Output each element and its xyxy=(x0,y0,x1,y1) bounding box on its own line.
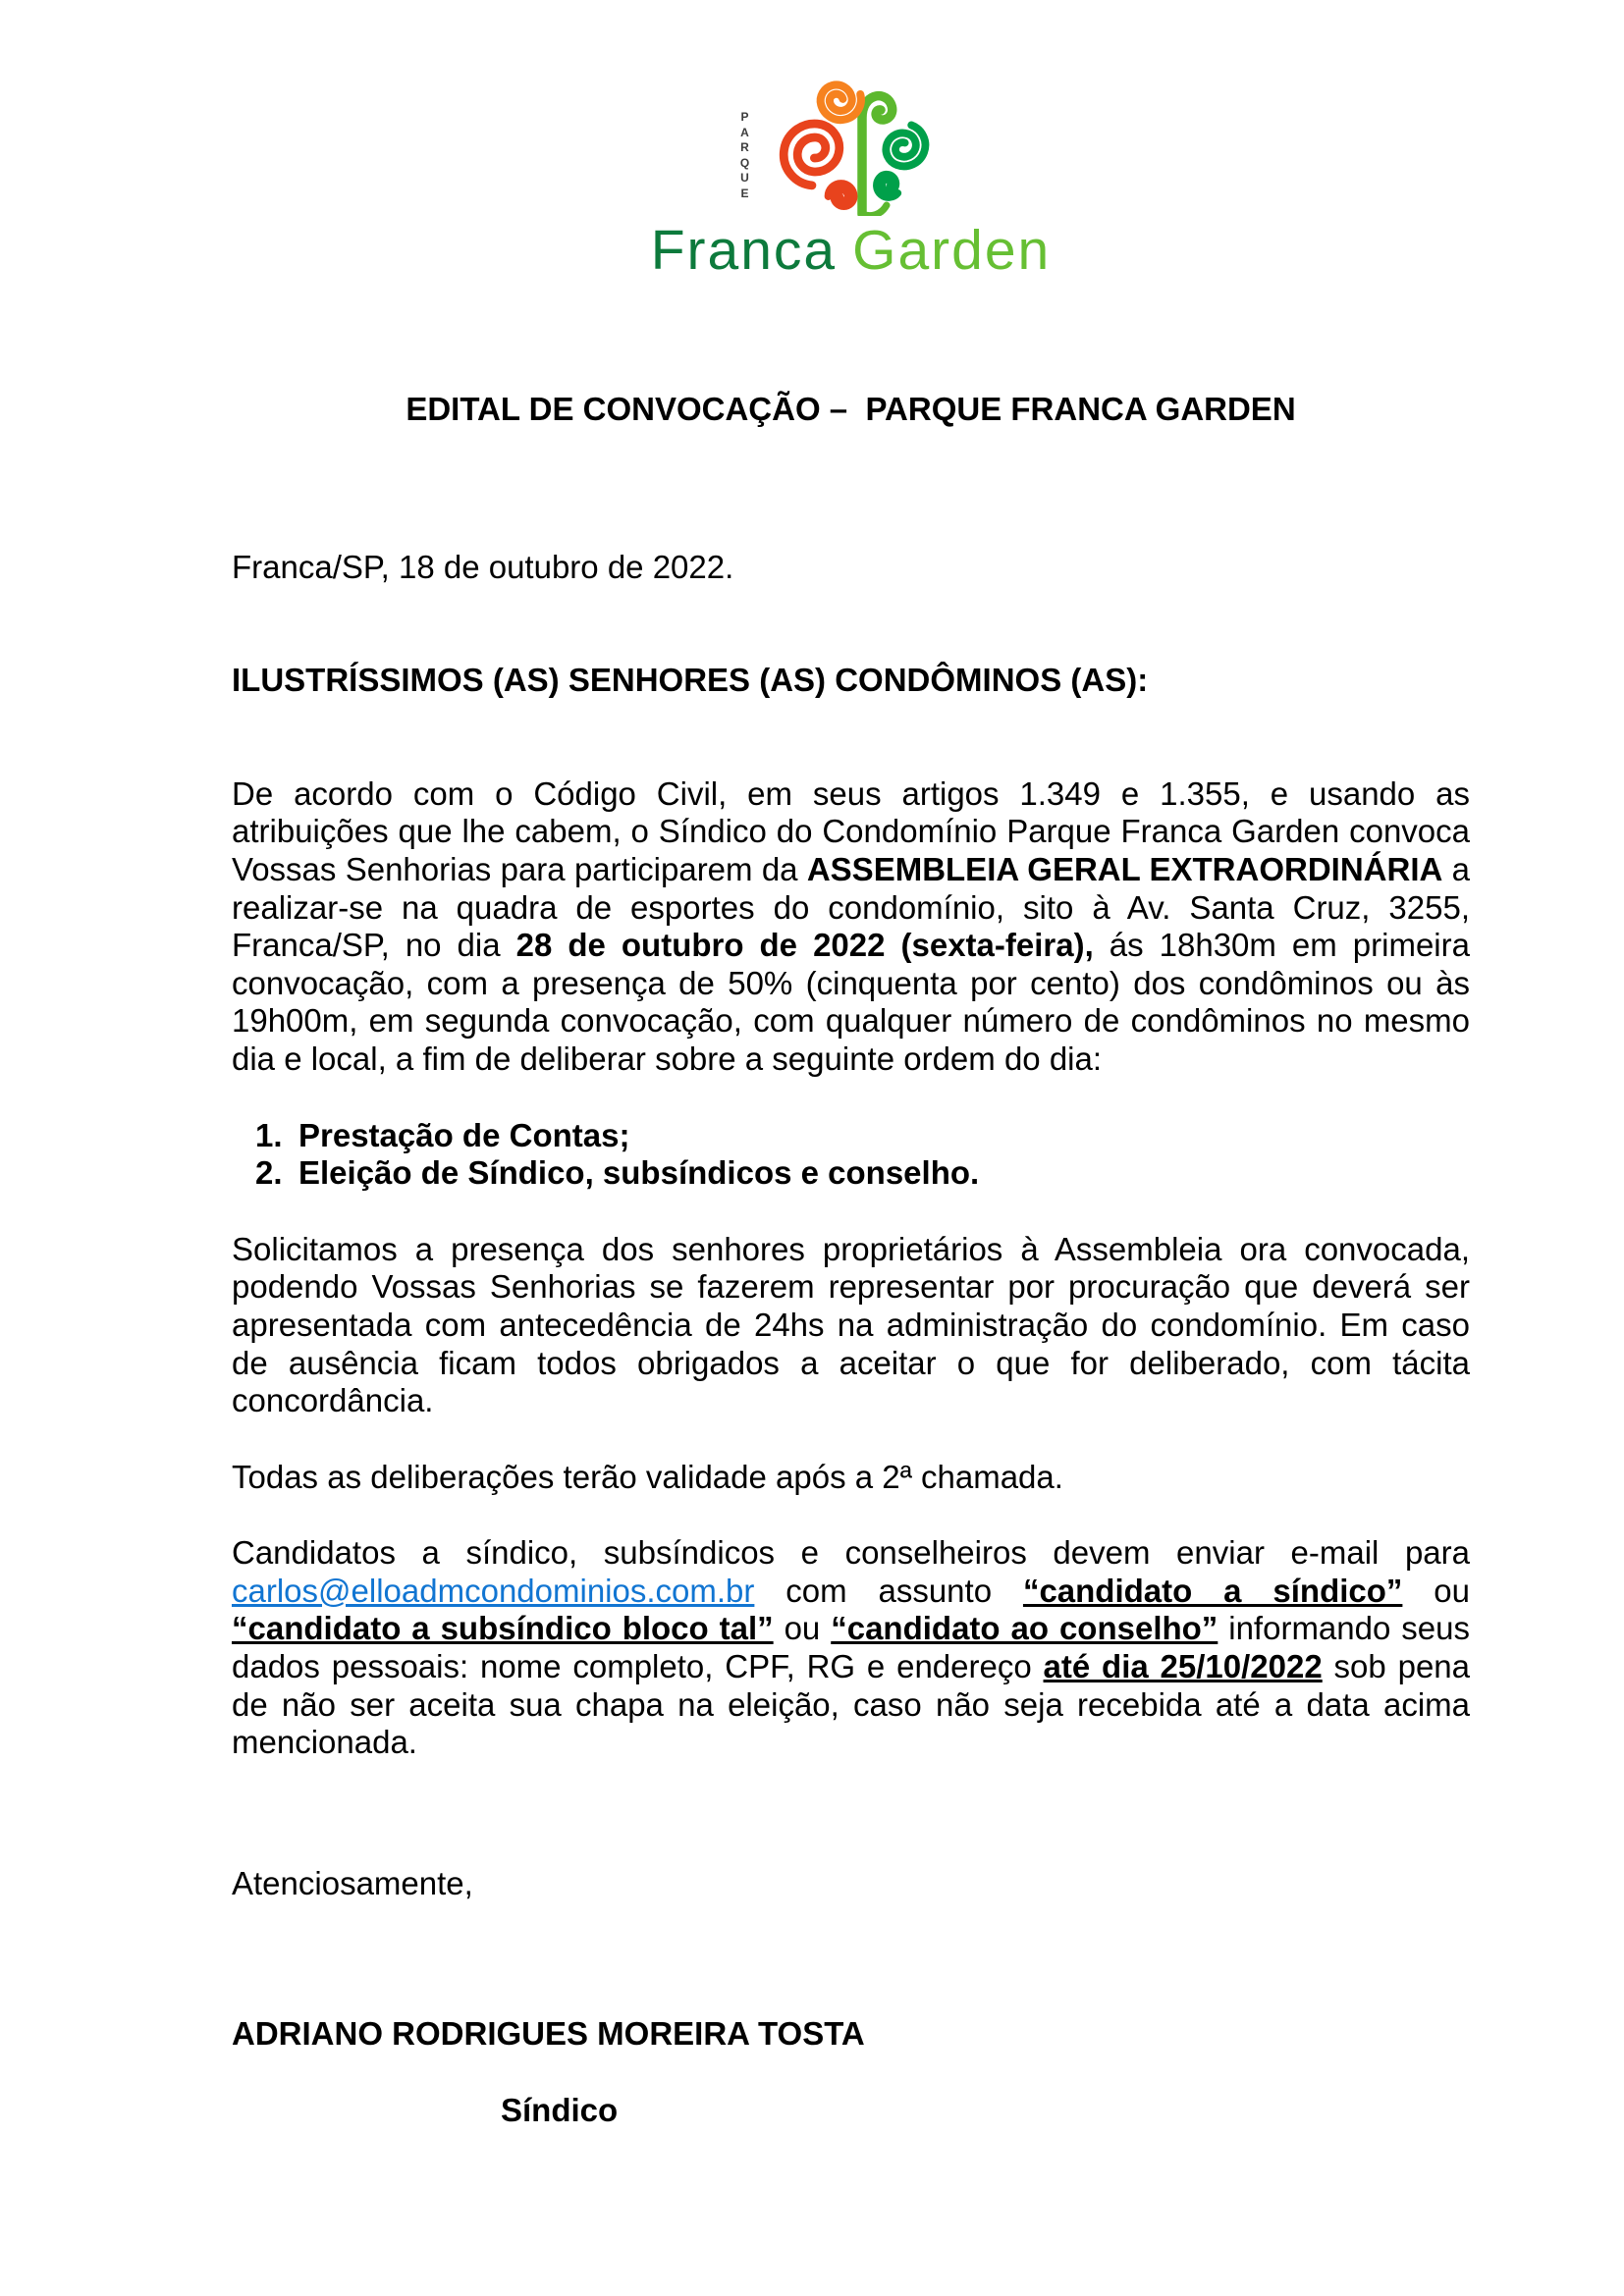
logo xyxy=(232,69,1470,281)
attendance-paragraph: Solicitamos a presença dos senhores proprietários à Assembleia ora convocada, podendo Vossas Senhorias se fazerem representar por procuração que deverá ser apresentada com antecedência de 24hs na administração do condomínio. Em caso de ausência ficam todos obrigados a aceitar o que for deliberado, com tácita concordância. xyxy=(232,1230,1470,1419)
intro-paragraph: De acordo com o Código Civil, em seus artigos 1.349 e 1.355, e usando as atribuições que lhe cabem, o Síndico do Condomínio Parque Franca Garden convoca Vossas Senhorias para participarem da ASSEMBLEIA GERAL EXTRAORDINÁRIA a realizar-se na quadra de esportes do condomínio, sito à Av. Santa Cruz, 3255, Franca/SP, no dia 28 de outubro de 2022 (sexta-feira), ás 18h30m em primeira convocação, com a presença de 50% (cinquenta por cento) dos condôminos ou às 19h00m, em segunda convocação, com qualquer número de condôminos no mesmo dia e local, a fim de deliberar sobre a seguinte ordem do dia: xyxy=(232,774,1470,1077)
logo-word-garden: Garden xyxy=(852,219,1052,282)
small-green-spiral-icon xyxy=(871,171,903,202)
agenda-item-1 xyxy=(232,1117,1470,1155)
agenda-item-1-number: 1. xyxy=(255,1116,283,1153)
date-line: Franca/SP, 18 de outubro de 2022. xyxy=(232,548,734,585)
agenda-list xyxy=(232,1117,1470,1193)
agenda-item-2 xyxy=(232,1154,1470,1193)
salutation-line: ILUSTRÍSSIMOS (AS) SENHORES (AS) CONDÔMINOS (AS): xyxy=(232,662,1149,699)
document-title: EDITAL DE CONVOCAÇÃO – PARQUE FRANCA GARDEN xyxy=(406,391,1296,427)
email-link[interactable]: carlos@elloadmcondominios.com.br xyxy=(232,1572,755,1609)
signature-role: Síndico xyxy=(501,2092,619,2129)
agenda-item-2-number: 2. xyxy=(255,1154,283,1192)
signature-name: ADRIANO RODRIGUES MOREIRA TOSTA xyxy=(232,2015,865,2053)
logo-vertical-text: PARQUE xyxy=(739,110,750,200)
green-spiral-icon xyxy=(881,120,931,173)
validity-paragraph: Todas as deliberações terão validade após a 2ª chamada. xyxy=(232,1458,1063,1495)
agenda-item-1-text: Prestação de Contas; xyxy=(298,1116,630,1153)
closing-line: Atenciosamente, xyxy=(232,1864,473,1901)
agenda-item-2-text: Eleição de Síndico, subsíndicos e conselho. xyxy=(298,1154,980,1192)
logo-word-franca: Franca xyxy=(650,219,838,282)
small-red-spiral-icon xyxy=(828,184,853,206)
red-spiral-icon xyxy=(781,121,840,187)
logo-wordmark xyxy=(651,220,1052,281)
logo-tree-icon xyxy=(758,69,964,216)
candidates-paragraph: Candidatos a síndico, subsíndicos e conselheiros devem enviar e-mail para carlos@elloadmcondominios.com.br com assunto “candidato a síndico” ou “candidato a subsíndico bloco tal” ou “candidato ao conselho” informando seus dados pessoais: nome completo, CPF, RG e endereço até dia 25/10/2022 sob pena de não ser aceita sua chapa na eleição, caso não seja recebida até a data acima mencionada. xyxy=(232,1534,1471,1761)
